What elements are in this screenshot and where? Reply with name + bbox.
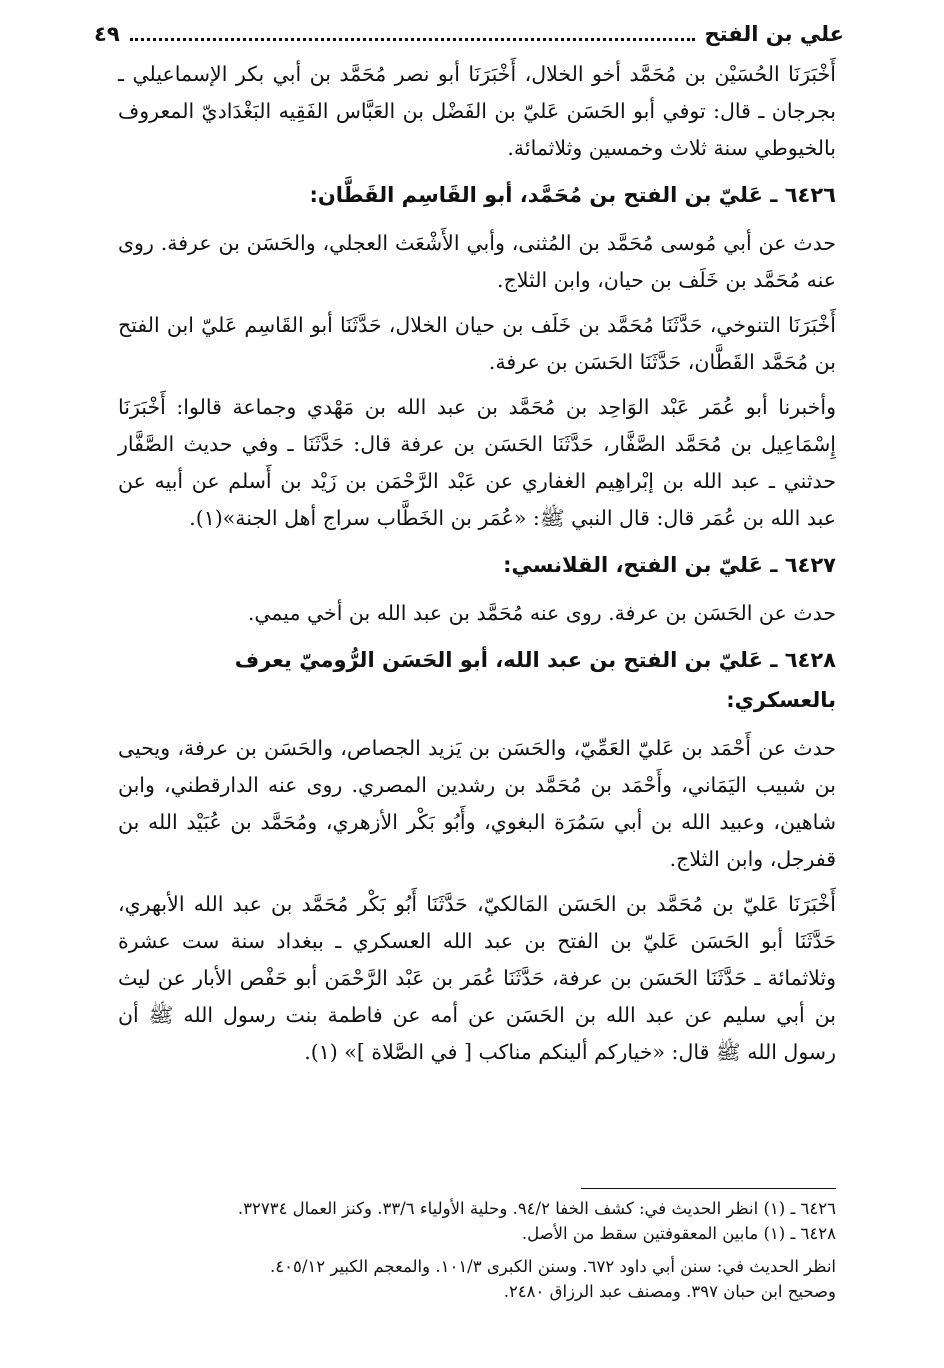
paragraph: أَخْبَرَنَا التنوخي، حَدَّثَنَا مُحَمَّد بن خَلَف بن حيان الخلال، حَدَّثَنَا أبو القَاسِم عَليّ ابن الفتح بن مُحَمَّد القَطَّان، حَدَّثَنَا الحَسَن بن عرفة. (118, 313, 836, 374)
running-title: علي بن الفتح (704, 22, 844, 46)
paragraph: حدث عن أَحْمَد بن عَليّ العَمِّيّ، والحَسَن بن يَزيد الجصاص، والحَسَن بن عرفة، ويحيى بن شبيب اليَمَاني، وأَحْمَد بن مُحَمَّد بن رشدين المصري. روى عنه الدارقطني، وابن شاهين، وعبيد الله بن أبي سَمُرَة البغوي، وأَبُو بَكْر الأزهري، ومُحَمَّد بن عُبَيْد الله بن قفرجل، وابن الثلاج. (118, 736, 836, 871)
footnote-6426: ٦٤٢٦ ـ (١) انظر الحديث في: كشف الخفا ٩٤/٢. وحلية الأولياء ٣٣/٦. وكنز العمال ٣٢٧٣٤. (237, 1199, 836, 1218)
entry-heading-6426: ٦٤٢٦ ـ عَليّ بن الفتح بن مُحَمَّد، أبو القَاسِم القَطَّان: (309, 183, 836, 207)
footnote-6428-sources: انظر الحديث في: سنن أبي داود ٦٧٢. وسنن الكبرى ١٠١/٣. والمعجم الكبير ٤٠٥/١٢. (269, 1257, 836, 1276)
entry-heading-6427: ٦٤٢٧ ـ عَليّ بن الفتح، القلانسي: (503, 553, 836, 577)
footnotes (120, 1196, 836, 1304)
paragraph: حدث عن الحَسَن بن عرفة. روى عنه مُحَمَّد بن عبد الله بن أخي ميمي. (247, 601, 836, 625)
footnote-rule (581, 1188, 836, 1189)
entry-heading-6428: ٦٤٢٨ ـ عَليّ بن الفتح بن عبد الله، أبو الحَسَن الرُّوميّ يعرف بالعسكري: (234, 648, 836, 712)
main-text (118, 56, 836, 1071)
page-number: ٤٩ (94, 22, 120, 46)
running-header (94, 22, 844, 56)
paragraph: أَخْبَرَنَا عَليّ بن مُحَمَّد بن الحَسَن المَالكيّ، حَدَّثَنَا أَبُو بَكْر مُحَمَّد بن عبد الله الأبهري، حَدَّثَنَا أبو الحَسَن عَليّ بن الفتح بن عبد الله العسكري ـ ببغداد سنة ست عشرة وثلاثمائة ـ حَدَّثَنَا الحَسَن بن عرفة، حَدَّثَنَا عُمَر بن عَبْد الرَّحْمَن أبو حَفْص الأبار عن ليث بن أبي سليم عن عبد الله بن الحَسَن عن أمه عن فاطمة بنت رسول الله ﷺ أن رسول الله ﷺ قال: «خياركم ألينكم مناكب [ في الصَّلاة ]» (١). (118, 892, 836, 1064)
paragraph: وأخبرنا أبو عُمَر عَبْد الوَاحِد بن مُحَمَّد بن عبد الله بن مَهْدي وجماعة قالوا: أَخْبَرَنَا إِسْمَاعِيل بن مُحَمَّد الصَّفَّار، حَدَّثَنَا الحَسَن بن عرفة قال: حَدَّثَنَا ـ وفي حديث الصَّفَّار حدثني ـ عبد الله بن إبْراهِيم الغفاري عن عَبْد الرَّحْمَن بن زَيْد بن أَسلم عن أبيه عن عبد الله بن عُمَر قال: قال النبي ﷺ: «عُمَر بن الخَطَّاب سراج أهل الجنة»(١). (118, 395, 836, 530)
footnote-6428-sources-cont: وصحيح ابن حبان ٣٩٧. ومصنف عبد الرزاق ٢٤٨٠. (503, 1282, 836, 1301)
header-dot-leader (130, 38, 695, 41)
paragraph: حدث عن أبي مُوسى مُحَمَّد بن المُثنى، وأبي الأَشْعَث العجلي، والحَسَن بن عرفة. روى عنه مُحَمَّد بن خَلَف بن حيان، وابن الثلاج. (118, 231, 836, 292)
footnote-6428: ٦٤٢٨ ـ (١) مابين المعقوفتين سقط من الأصل. (521, 1224, 836, 1243)
paragraph: أَخْبَرَنَا الحُسَيْن بن مُحَمَّد أخو الخلال، أَخْبَرَنَا أبو نصر مُحَمَّد بن أبي بكر الإسماعيلي ـ بجرجان ـ قال: توفي أبو الحَسَن عَليّ بن الفَضْل بن العَبَّاس الفَقِيه البَغْدَاديّ المعروف بالخيوطي سنة ثلاث وخمسين وثلاثمائة. (118, 62, 836, 160)
